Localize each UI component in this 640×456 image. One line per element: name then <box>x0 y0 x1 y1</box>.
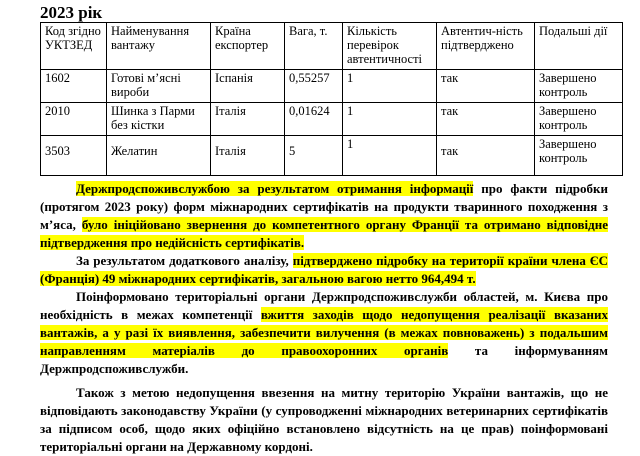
header-name: Найменування вантажу <box>107 23 211 70</box>
cell-confirmed: так <box>437 70 535 103</box>
cell-country: Італія <box>211 103 285 136</box>
cell-weight: 0,01624 <box>285 103 343 136</box>
highlight: Держпродспоживслужбою за результатом отримання інформації <box>76 181 474 196</box>
cell-code: 2010 <box>41 103 107 136</box>
cell-name: Желатин <box>107 136 211 176</box>
cell-checks: 1 <box>343 136 437 176</box>
header-checks: Кількість перевірок автентичності <box>343 23 437 70</box>
header-code: Код згідно УКТЗЕД <box>41 23 107 70</box>
body-text <box>40 180 608 456</box>
table-row <box>41 136 623 176</box>
cell-actions: Завершено контроль <box>535 136 623 176</box>
cell-country: Італія <box>211 136 285 176</box>
text: про факти підробки (протягом 2023 року) форм міжнародних сертифікатів на продукти тваринного походження з м’яса, <box>40 181 608 232</box>
cell-country: Іспанія <box>211 70 285 103</box>
text: За результатом додаткового аналізу, <box>76 253 293 268</box>
table-row <box>41 103 623 136</box>
paragraph-1 <box>40 180 608 252</box>
cell-weight: 5 <box>285 136 343 176</box>
cell-actions: Завершено контроль <box>535 70 623 103</box>
cell-confirmed: так <box>437 136 535 176</box>
certificates-table <box>40 22 623 176</box>
header-country: Країна експортер <box>211 23 285 70</box>
cell-checks: 1 <box>343 70 437 103</box>
cell-checks: 1 <box>343 103 437 136</box>
table-row <box>41 70 623 103</box>
year-heading: 2023 рік <box>40 3 103 22</box>
cell-name: Готові м’ясні вироби <box>107 70 211 103</box>
table-header-row <box>41 23 623 70</box>
cell-actions: Завершено контроль <box>535 103 623 136</box>
cell-code: 3503 <box>41 136 107 176</box>
cell-name: Шинка з Парми без кістки <box>107 103 211 136</box>
paragraph-2 <box>40 252 608 288</box>
text: Поінформовано територіальні органи Держпродспоживслужби областей, м. Києва про необхідність в межах компетенції <box>40 289 608 322</box>
paragraph-3 <box>40 288 608 378</box>
cell-confirmed: так <box>437 103 535 136</box>
highlight: підтверджено підробку на території країни члена ЄС (Франція) 49 міжнародних сертифікатів, загальною вагою нетто 964,494 т. <box>40 253 609 286</box>
header-actions: Подальші дії <box>535 23 623 70</box>
text: та інформуванням Держпродспоживслужби. <box>40 343 609 376</box>
header-weight: Вага, т. <box>285 23 343 70</box>
highlight: вжиття заходів щодо недопущення реалізації вказаних вантажів, а у разі їх виявлення, забезпечити вилучення (в межах повноважень) з подальшим направленням матеріалів до правоохоронних органів <box>40 307 608 358</box>
highlight: було ініційовано звернення до компетентного органу Франції та отримано відповідне підтвердження про недійсність сертифікатів. <box>40 217 608 250</box>
cell-code: 1602 <box>41 70 107 103</box>
header-confirmed: Автентич-ність підтверджено <box>437 23 535 70</box>
cell-weight: 0,55257 <box>285 70 343 103</box>
paragraph-4: Також з метою недопущення ввезення на митну територію України вантажів, що не відповідають законодавству України (у супроводженні міжнародних ветеринарних сертифікатів за підписом особ, щодо яких офіційно встановлено відсутність на це прав) поінформовані територіальні органи на Державному кордоні. <box>40 385 608 454</box>
